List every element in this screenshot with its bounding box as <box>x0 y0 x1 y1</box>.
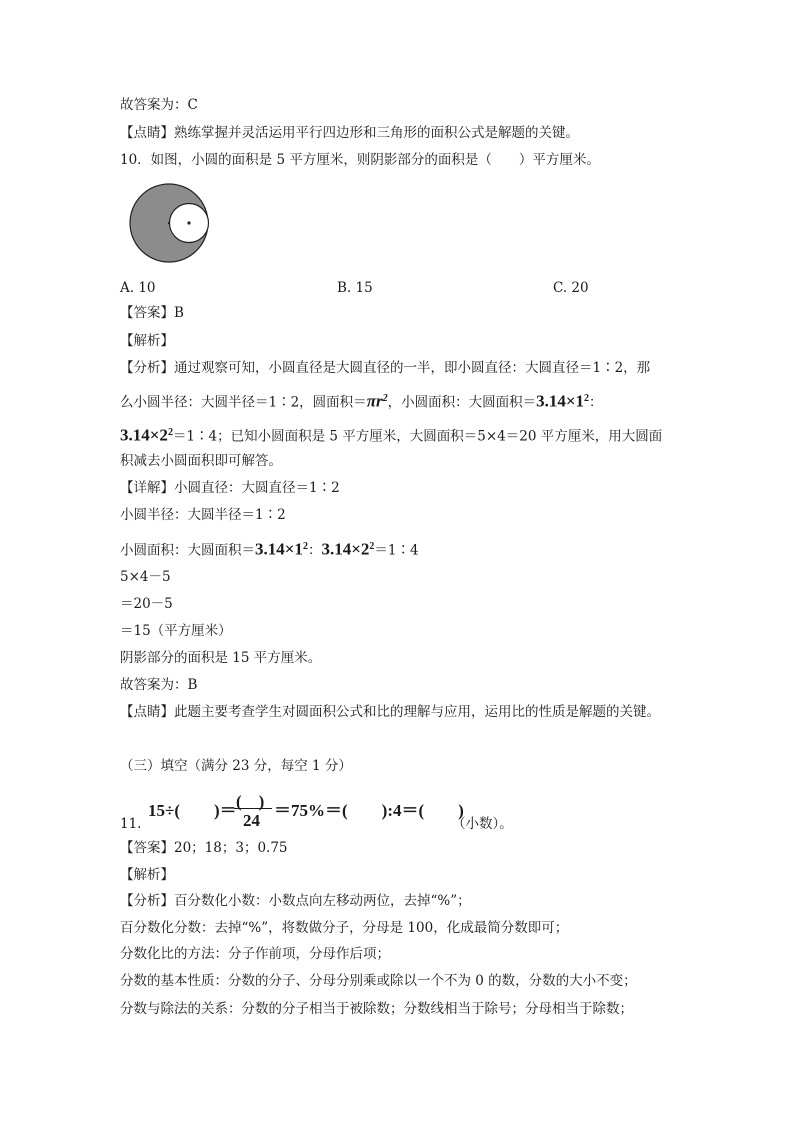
text-line: 分数的基本性质：分数的分子、分母分别乘或除以一个不为 0 的数，分数的大小不变； <box>120 973 637 989</box>
center-dot <box>187 221 190 224</box>
question-11-number: 11. <box>120 816 142 832</box>
option-c: C. 20 <box>553 280 589 296</box>
eq-numerator: ( ) <box>236 792 265 811</box>
detail-heading: 【详解】小圆直径：大圆直径＝1∶2 <box>120 480 340 496</box>
text-line: 分数化比的方法：分子作前项，分母作后项； <box>120 946 390 962</box>
question-10: 10．如图，小圆的面积是 5 平方厘米，则阴影部分的面积是（ ）平方厘米。 <box>120 152 600 168</box>
text-line: 小圆半径：大圆半径＝1∶2 <box>120 507 286 523</box>
text-line: 百分数化分数：去掉“%”，将数做分子，分母是 100，化成最简分数即可； <box>120 920 569 936</box>
text-line-with-formula: 么小圆半径：大圆半径＝1∶2，圆面积$=\pi r^2$，小圆面积：大圆面积$=3.14\times 1^2$： <box>120 391 603 411</box>
text-line-with-formula: 小圆面积：大圆面积$=3.14\times 1^2$：$3.14\times 2^2=1∶4$ <box>120 539 419 559</box>
text-line: 分数与除法的关系：分数的分子相当于被除数；分数线相当于除号；分母相当于除数； <box>120 1001 633 1017</box>
text-line: 【点睛】熟练掌握并灵活运用平行四边形和三角形的面积公式是解题的关键。 <box>120 125 579 141</box>
answer-label: 【答案】20；18；3；0.75 <box>120 840 288 856</box>
eq-right: ＝75%＝( ):4＝( ) <box>274 801 464 820</box>
text-line: 故答案为：C <box>120 97 198 113</box>
calc-line: 5×4－5 <box>120 569 171 585</box>
answer-label: 【答案】B <box>120 305 184 321</box>
analysis-heading: 【解析】 <box>120 867 174 883</box>
fraction-bar <box>234 808 272 809</box>
option-a: A. 10 <box>120 280 156 296</box>
circle-figure <box>127 183 213 263</box>
analysis-heading: 【解析】 <box>120 333 174 349</box>
text-line: 阴影部分的面积是 15 平方厘米。 <box>120 650 322 666</box>
text-line: 【分析】百分数化小数：小数点向左移动两位，去掉“%”； <box>120 893 471 909</box>
calc-line: ＝20－5 <box>120 596 173 612</box>
text-line: 故答案为：B <box>120 677 198 693</box>
text-line: 【分析】通过观察可知，小圆直径是大圆直径的一半，即小圆直径：大圆直径＝1∶2，那 <box>120 360 651 376</box>
eq-denominator: 24 <box>243 811 260 830</box>
section-heading: （三）填空（满分 23 分，每空 1 分） <box>120 758 352 774</box>
eq-left: 15÷( )＝ <box>148 801 237 820</box>
text-line: 【点睛】此题主要考查学生对圆面积公式和比的理解与应用，运用比的性质是解题的关键。 <box>120 704 660 720</box>
option-b: B. 15 <box>337 280 373 296</box>
text-line: 积减去小圆面积即可解答。 <box>120 453 282 469</box>
calc-line: ＝15（平方厘米） <box>120 623 232 639</box>
center-dot <box>168 222 170 224</box>
text-line-with-formula: $3.14\times 2^2=1∶4$；已知小圆面积是 5 平方厘米，大圆面积＝5×4＝20 平方厘米，用大圆面 <box>120 425 663 445</box>
question-11-equation <box>148 787 464 833</box>
question-11-tail: （小数）。 <box>452 816 513 832</box>
